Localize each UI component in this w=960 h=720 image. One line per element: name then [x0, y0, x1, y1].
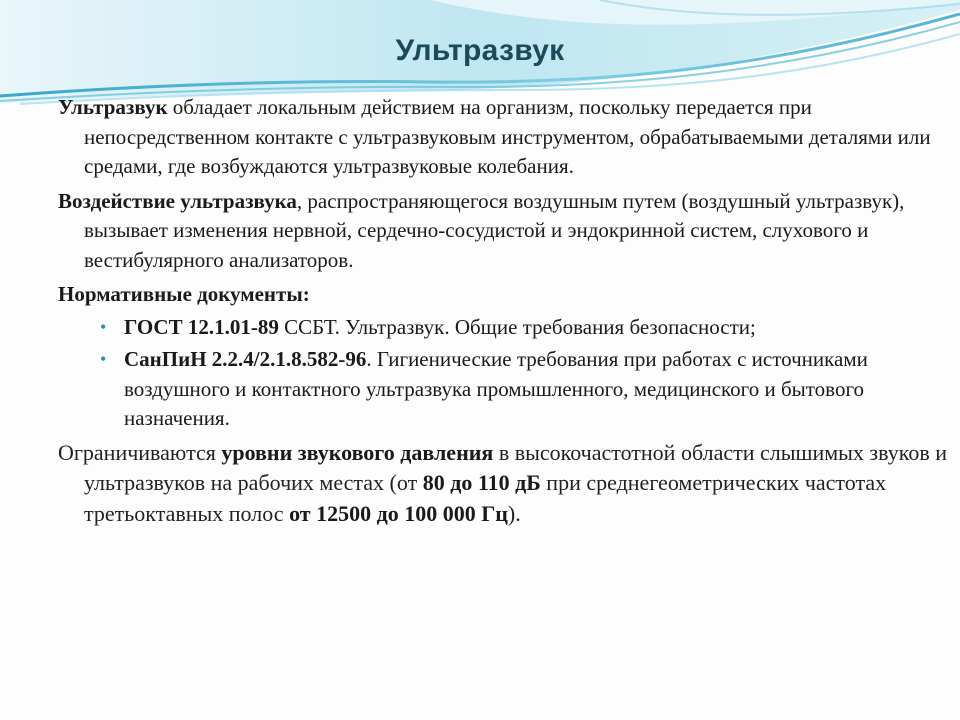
- term-ultrasound-effect: Воздействие ультразвука: [58, 188, 297, 213]
- doc-code: СанПиН 2.2.4/2.1.8.582-96: [124, 347, 367, 371]
- bullet-icon: •: [100, 349, 107, 369]
- text-segment: ).: [507, 500, 521, 526]
- doc-title: ССБТ. Ультразвук. Общие требования безопасности;: [278, 314, 756, 339]
- term-ultrasound: Ультразвук: [58, 95, 168, 119]
- paragraph-airborne-ultrasound: [58, 187, 950, 276]
- slide-content: [58, 93, 950, 529]
- doc-code: ГОСТ 12.1.01-89: [124, 314, 279, 339]
- term-sound-pressure-levels: уровни звукового давления: [221, 439, 494, 465]
- paragraph-text: обладает локальным действием на организм, поскольку передается при непосредственном контакте с ультразвуковым инструментом, обрабатываемыми деталями или средами, где возбуждаются ультразвуковые колебания.: [84, 95, 931, 178]
- paragraph-regulatory-docs-heading: [58, 280, 950, 310]
- text-segment: в высокочастотной области слышимых звуков и ультразвуков на рабочих местах (от: [84, 439, 947, 495]
- text-segment: Ограничиваются: [58, 439, 222, 465]
- regulatory-docs-list: [58, 313, 950, 434]
- list-item-gost: [58, 313, 950, 343]
- list-item-sanpin: [58, 345, 950, 434]
- doc-title: . Гигиенические требования при работах с источниками воздушного и контактного ультразвука промышленного, медицинского и бытового назначения.: [124, 347, 868, 430]
- bullet-icon: •: [100, 316, 107, 337]
- paragraph-ultrasound-local-action: [58, 93, 950, 182]
- value-frequency-range: от 12500 до 100 000 Гц: [289, 500, 508, 526]
- heading-regulatory-docs: Нормативные документы:: [58, 282, 310, 306]
- paragraph-sound-pressure-limits: [58, 438, 950, 530]
- slide-title: Ультразвук: [395, 34, 565, 67]
- value-db-range: 80 до 110 дБ: [422, 470, 541, 495]
- text-segment: при среднегеометрических частотах третьоктавных полос: [84, 470, 887, 526]
- paragraph-text: , распространяющегося воздушным путем (воздушный ультразвук), вызывает изменения нервной, сердечно-сосудистой и эндокринной систем, слухового и вестибулярного анализаторов.: [84, 188, 905, 272]
